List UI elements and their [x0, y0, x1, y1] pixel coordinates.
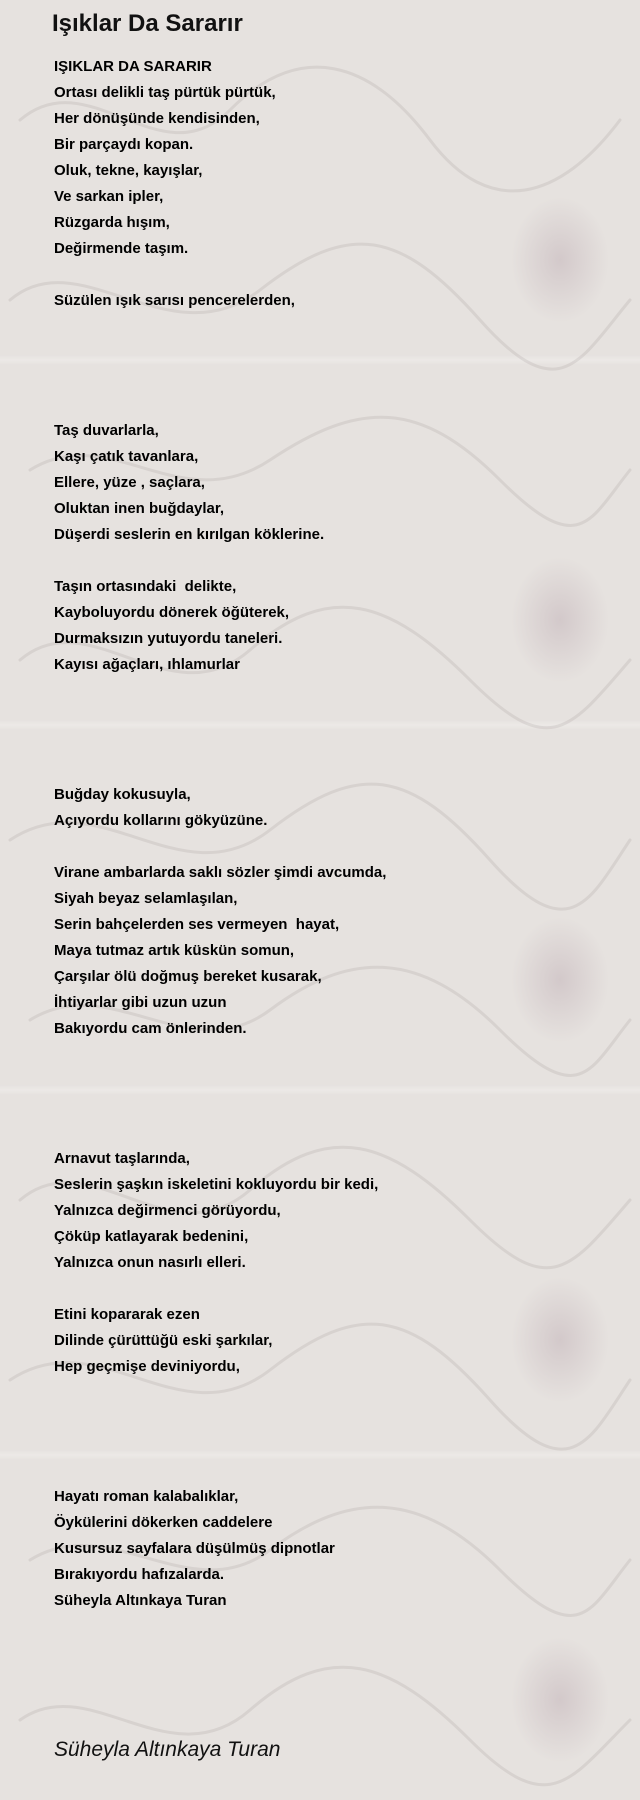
stanza: [54, 574, 614, 678]
poem-line: Virane ambarlarda saklı sözler şimdi avcumda,: [54, 864, 387, 881]
poem-line: Süheyla Altınkaya Turan: [54, 1592, 227, 1609]
author-signature: Süheyla Altınkaya Turan: [54, 1738, 281, 1761]
stanza: [54, 860, 614, 1042]
poem-line: Ve sarkan ipler,: [54, 188, 164, 205]
stanza-gap: [54, 678, 614, 782]
poem-line: Hep geçmişe deviniyordu,: [54, 1358, 240, 1375]
poem-line: Bir parçaydı kopan.: [54, 136, 194, 153]
poem-line: Taşın ortasındaki delikte,: [54, 578, 237, 595]
poem-line: Kaşı çatık tavanlara,: [54, 448, 199, 465]
stanza-gap: [54, 548, 614, 574]
poem-line: Kayboluyordu dönerek öğüterek,: [54, 604, 290, 621]
poem-line: Her dönüşünde kendisinden,: [54, 110, 260, 127]
poem-line: Yalnızca onun nasırlı elleri.: [54, 1254, 246, 1271]
stanza: [54, 782, 614, 834]
poem-line: Buğday kokusuyla,: [54, 786, 191, 803]
poem-line: Çarşılar ölü doğmuş bereket kusarak,: [54, 968, 322, 985]
stanza: [54, 1484, 614, 1614]
poem-line: Süzülen ışık sarısı pencerelerden,: [54, 292, 295, 309]
poem-line: Serin bahçelerden ses vermeyen hayat,: [54, 916, 340, 933]
poem-line: Yalnızca değirmenci görüyordu,: [54, 1202, 281, 1219]
poem-line: İhtiyarlar gibi uzun uzun: [54, 994, 227, 1011]
page-title: Işıklar Da Sararır: [52, 10, 243, 37]
poem-line: Ortası delikli taş pürtük pürtük,: [54, 84, 276, 101]
poem-line: Arnavut taşlarında,: [54, 1150, 190, 1167]
stanza: [54, 288, 614, 314]
stanza: [54, 54, 614, 262]
stanza-gap: [54, 262, 614, 288]
poem-line: Dilinde çürüttüğü eski şarkılar,: [54, 1332, 273, 1349]
poem-line: Taş duvarlarla,: [54, 422, 159, 439]
poem-line: Oluktan inen buğdaylar,: [54, 500, 225, 517]
stanza: [54, 1302, 614, 1380]
stanza: [54, 1146, 614, 1276]
poem-line: Öykülerini dökerken caddelere: [54, 1514, 273, 1531]
poem-line: Düşerdi seslerin en kırılgan köklerine.: [54, 526, 325, 543]
stanza-gap: [54, 834, 614, 860]
poem-line: Maya tutmaz artık küskün somun,: [54, 942, 295, 959]
poem-line: Değirmende taşım.: [54, 240, 189, 257]
poem-line: Bakıyordu cam önlerinden.: [54, 1020, 247, 1037]
stanza-gap: [54, 314, 614, 418]
stanza: [54, 418, 614, 548]
poem-line: Rüzgarda hışım,: [54, 214, 170, 231]
poem-line: Siyah beyaz selamlaşılan,: [54, 890, 238, 907]
stanza-gap: [54, 1276, 614, 1302]
stanza-gap: [54, 1380, 614, 1484]
poem-body: [54, 54, 614, 1614]
poem-line: Durmaksızın yutuyordu taneleri.: [54, 630, 283, 647]
poem-line: Kayısı ağaçları, ıhlamurlar: [54, 656, 240, 673]
poem-line: Etini kopararak ezen: [54, 1306, 200, 1323]
poem-line: Oluk, tekne, kayışlar,: [54, 162, 203, 179]
stanza-gap: [54, 1042, 614, 1146]
poem-line: Çöküp katlayarak bedenini,: [54, 1228, 249, 1245]
poem-line: Seslerin şaşkın iskeletini kokluyordu bir kedi,: [54, 1176, 379, 1193]
poem-line: Bırakıyordu hafızalarda.: [54, 1566, 225, 1583]
poem-line: Ellere, yüze , saçlara,: [54, 474, 205, 491]
poem-line: Hayatı roman kalabalıklar,: [54, 1488, 239, 1505]
poem-line: IŞIKLAR DA SARARIR: [54, 58, 212, 75]
poem-line: Açıyordu kollarını gökyüzüne.: [54, 812, 268, 829]
poem-line: Kusursuz sayfalara düşülmüş dipnotlar: [54, 1540, 335, 1557]
